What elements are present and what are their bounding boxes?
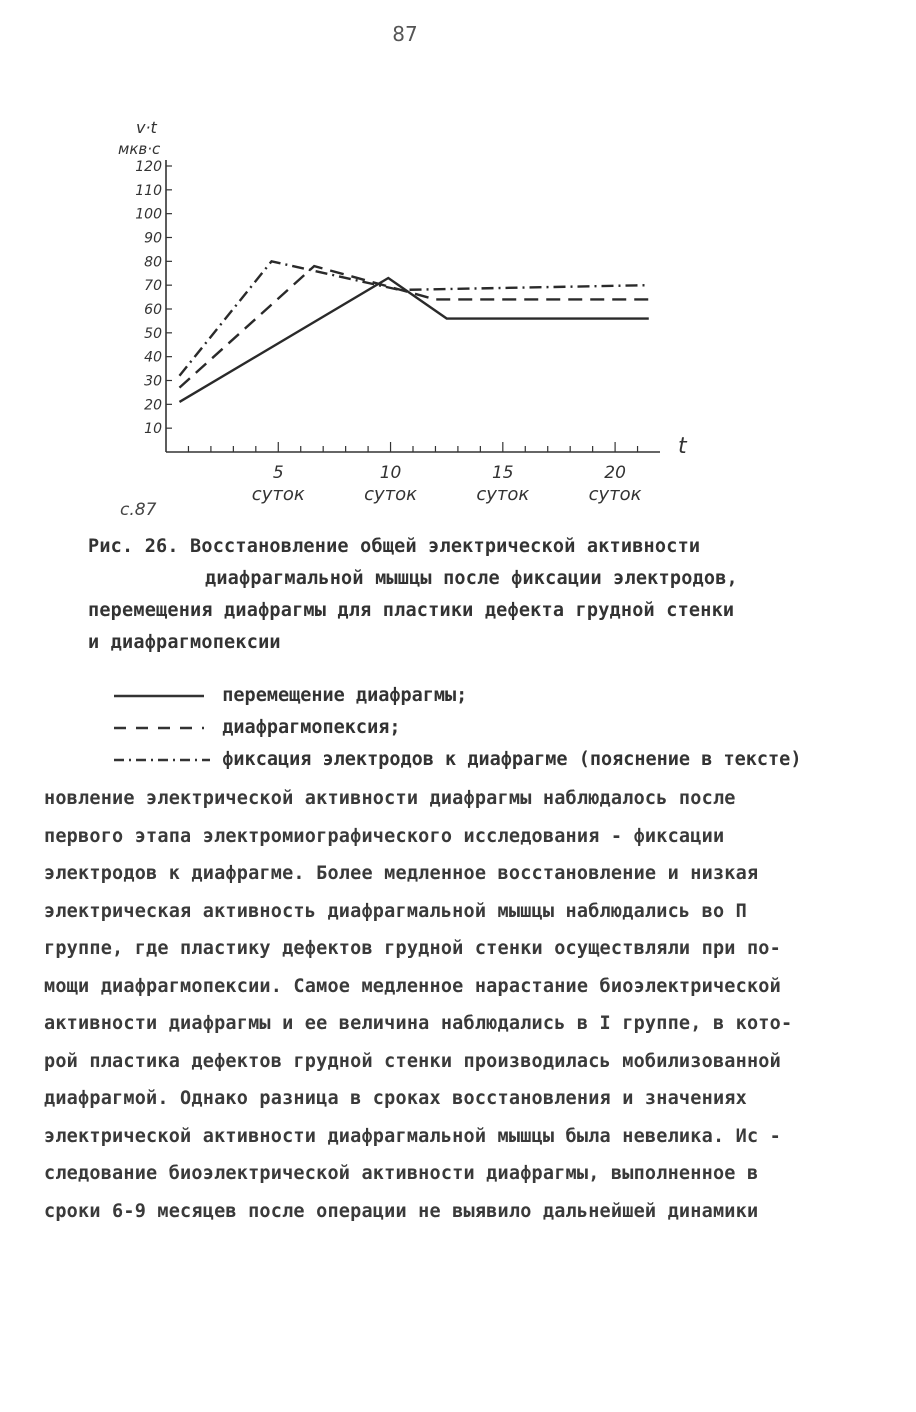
body-line: следование биоэлектрической активности диафрагмы, выполненное в (44, 1163, 759, 1184)
body-line: электрической активности диафрагмальной мышцы была невелика. Ис - (44, 1125, 781, 1147)
x-axis-label: t (678, 434, 687, 459)
y-tick-label: 70 (144, 278, 162, 295)
x-tick-label: 20 (604, 463, 626, 483)
y-tick-label: 100 (135, 206, 162, 223)
y-tick-label: 120 (135, 159, 162, 175)
x-tick-unit: суток (364, 484, 418, 505)
y-tick-label: 80 (144, 254, 162, 271)
series-line-solid (179, 278, 648, 402)
activity-chart (100, 108, 720, 508)
y-axis-label: v·t (136, 118, 157, 137)
caption-title: Рис. 26. Восстановление общей электрической активности (88, 536, 701, 557)
y-tick-label: 30 (144, 373, 162, 390)
x-tick-label: 5 (272, 463, 284, 483)
page-number: 87 (392, 22, 418, 46)
y-tick-label: 20 (144, 397, 162, 414)
y-tick-label: 10 (144, 421, 162, 438)
body-line: электродов к диафрагме. Более медленное восстановление и низкая (44, 863, 759, 884)
body-line: новление электрической активности диафрагмы наблюдалось после (44, 788, 736, 809)
y-tick-label: 50 (144, 325, 162, 342)
chart-axes (166, 160, 660, 452)
series-line-dashed (179, 266, 648, 388)
body-line: рой пластика дефектов грудной стенки производилась мобилизованной (44, 1050, 781, 1072)
x-tick-unit: суток (588, 484, 642, 505)
legend-dashdot (88, 728, 801, 770)
body-line: сроки 6-9 месяцев после операции не выявило дальнейшей динамики (44, 1200, 759, 1222)
legend-dashdot-line-icon (110, 749, 222, 770)
body-line: электрическая активность диафрагмальной мышцы наблюдались во П (44, 900, 747, 922)
body-line: диафрагмой. Однако разница в сроках восстановления и значениях (44, 1088, 747, 1109)
x-tick-label: 15 (491, 463, 514, 483)
caption-line-4: и диафрагмопексии (88, 632, 281, 653)
legend-dashdot-label: фиксация электродов к диафрагме (пояснение в тексте) (222, 749, 802, 770)
x-tick-label: 10 (379, 463, 402, 483)
y-tick-label: 40 (144, 349, 162, 366)
caption-line-3: перемещения диафрагмы для пластики дефекта грудной стенки (88, 600, 735, 621)
chart-series (179, 261, 648, 402)
y-axis-unit: мкв·с (118, 140, 161, 158)
y-tick-label: 110 (135, 182, 162, 199)
caption-line-2: диафрагмальной мышцы после фиксации электродов, (205, 568, 738, 589)
page-mark: с.87 (120, 500, 157, 520)
legend-solid-label: перемещение диафрагмы; (222, 685, 468, 706)
body-line: первого этапа электромиографического исследования - фиксации (44, 825, 725, 847)
legend-dashed-label: диафрагмопексия; (222, 717, 401, 738)
x-tick-unit: суток (476, 484, 530, 505)
body-line: активности диафрагмы и ее величина наблюдались в I группе, в кото- (44, 1013, 793, 1034)
x-tick-unit: суток (251, 484, 305, 505)
body-line: мощи диафрагмопексии. Самое медленное нарастание биоэлектрической (44, 975, 781, 997)
y-tick-label: 90 (144, 230, 162, 247)
body-line: группе, где пластику дефектов грудной стенки осуществляли при по- (44, 938, 781, 959)
y-tick-label: 60 (144, 302, 162, 318)
